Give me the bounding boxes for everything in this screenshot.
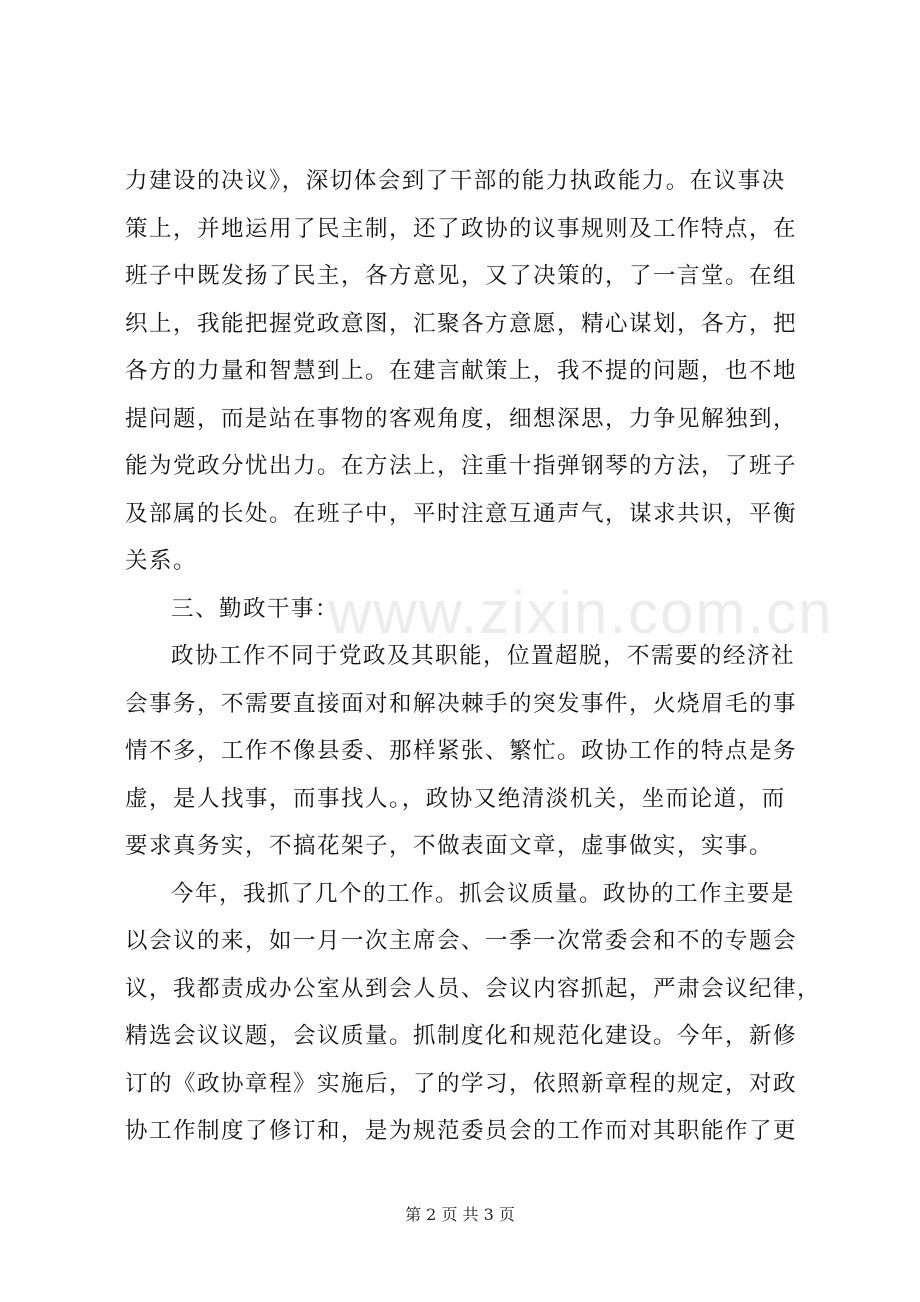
text-line: 织上，我能把握党政意图，汇聚各方意愿，精心谋划，各方，把 [125, 310, 798, 337]
text-line: 情不多，工作不像县委、那样紧张、繁忙。政协工作的特点是务 [125, 738, 798, 764]
text-line: 协工作制度了修订和，是为规范委员会的工作而对其职能作了更 [125, 1118, 798, 1144]
page-footer: 第 2 页 共 3 页 [405, 1205, 515, 1224]
text-line: 议，我都责成办公室从到会人员、会议内容抓起，严肃会议纪律， [125, 975, 822, 1002]
section-heading: 三、勤政干事： [171, 595, 340, 622]
text-line: 力建设的决议》，深切体会到了干部的能力执政能力。在议事决 [125, 168, 786, 194]
text-line: 会事务，不需要直接面对和解决棘手的突发事件，火烧眉毛的事 [125, 690, 798, 717]
text-line: 班子中既发扬了民主，各方意见，又了决策的，了一言堂。在组 [125, 263, 798, 289]
text-line: 各方的力量和智慧到上。在建言献策上，我不提的问题，也不地 [125, 358, 798, 384]
text-line: 策上，并地运用了民主制，还了政协的议事规则及工作特点，在 [125, 215, 798, 242]
document-body [125, 158, 822, 1156]
text-line: 精选会议议题，会议质量。抓制度化和规范化建设。今年，新修 [125, 1023, 798, 1049]
text-line: 及部属的长处。在班子中，平时注意互通声气，谋求共识，平衡 [125, 500, 798, 527]
text-line: 订的《政协章程》实施后，了的学习，依照新章程的规定，对政 [125, 1070, 798, 1097]
paragraph-first-line: 今年，我抓了几个的工作。抓会议质量。政协的工作主要是 [171, 880, 796, 907]
text-line: 以会议的来，如一月一次主席会、一季一次常委会和不的专题会 [125, 928, 798, 954]
text-line: 关系。 [125, 548, 198, 574]
paragraph-first-line: 政协工作不同于党政及其职能，位置超脱，不需要的经济社 [171, 643, 796, 669]
text-line: 虚，是人找事，而事找人。，政协又绝清淡机关，坐而论道，而 [125, 785, 786, 812]
text-line: 要求真务实，不搞花架子，不做表面文章，虚事做实，实事。 [125, 833, 774, 859]
text-line: 能为党政分忧出力。在方法上，注重十指弹钢琴的方法，了班子 [125, 453, 798, 479]
text-line: 提问题，而是站在事物的客观角度，细想深思，力争见解独到， [125, 405, 798, 432]
watermark: www.zixin.com.cn [328, 579, 834, 646]
